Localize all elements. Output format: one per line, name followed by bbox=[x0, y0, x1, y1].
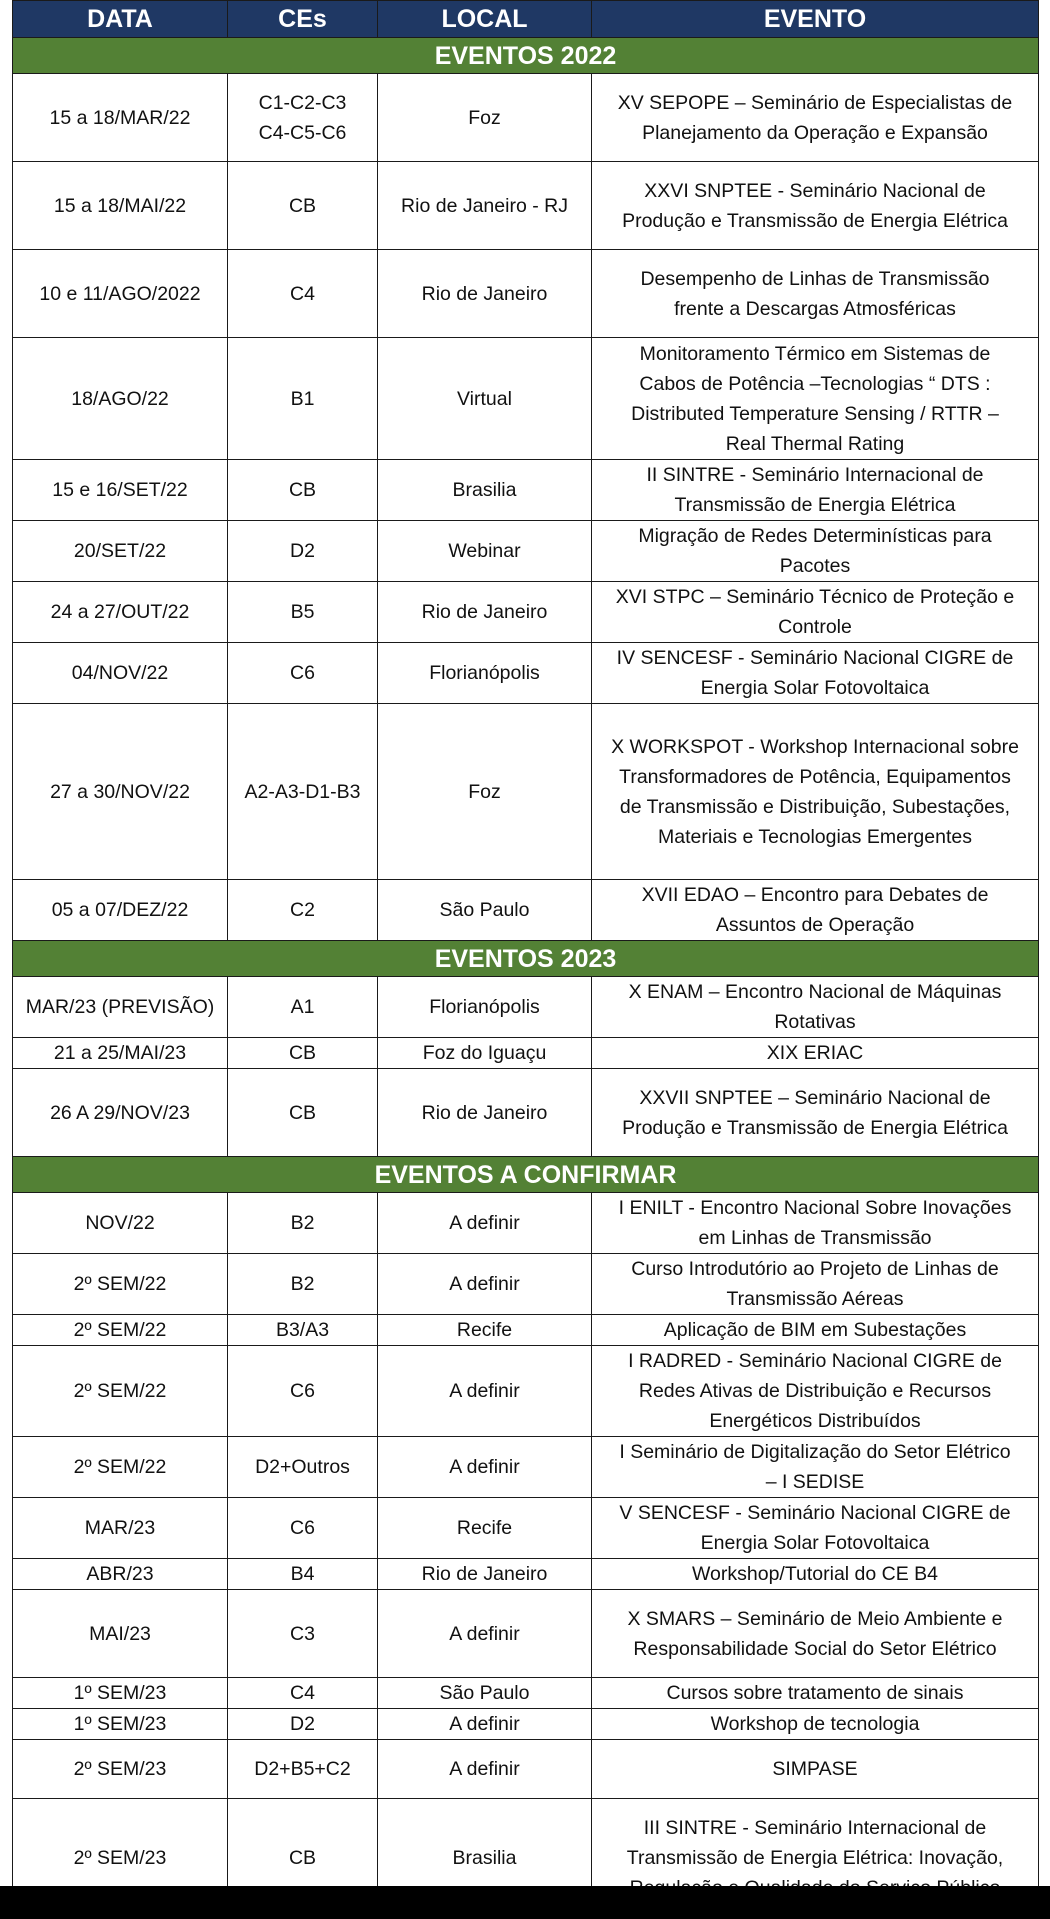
cell-evento: X ENAM – Encontro Nacional de Máquinas Rotativas bbox=[592, 977, 1039, 1038]
cell-local: Recife bbox=[378, 1498, 592, 1559]
table-row bbox=[13, 1678, 1039, 1709]
table-row bbox=[13, 250, 1039, 338]
table-row bbox=[13, 1069, 1039, 1157]
cell-local: Brasilia bbox=[378, 460, 592, 521]
table-row bbox=[13, 704, 1039, 880]
cell-local: Brasilia bbox=[378, 1799, 592, 1917]
cell-evento: XXVII SNPTEE – Seminário Nacional de Produção e Transmissão de Energia Elétrica bbox=[592, 1069, 1039, 1157]
section-title: EVENTOS A CONFIRMAR bbox=[13, 1157, 1039, 1193]
cell-evento: Monitoramento Térmico em Sistemas de Cabos de Potência –Tecnologias “ DTS : Distributed Temperature Sensing / RTTR – Real Thermal Rating bbox=[592, 338, 1039, 460]
table-row bbox=[13, 162, 1039, 250]
cell-ces: CB bbox=[228, 1069, 378, 1157]
cell-local: A definir bbox=[378, 1709, 592, 1740]
cell-data: 2º SEM/22 bbox=[13, 1346, 228, 1437]
cell-ces: D2 bbox=[228, 521, 378, 582]
cell-evento: SIMPASE bbox=[592, 1740, 1039, 1799]
cell-ces: A1 bbox=[228, 977, 378, 1038]
table-row bbox=[13, 521, 1039, 582]
cell-evento: V SENCESF - Seminário Nacional CIGRE de Energia Solar Fotovoltaica bbox=[592, 1498, 1039, 1559]
cell-ces: C2 bbox=[228, 880, 378, 941]
table-header bbox=[13, 1, 1039, 38]
bottom-black-bar bbox=[0, 1886, 1050, 1919]
cell-local: Rio de Janeiro bbox=[378, 250, 592, 338]
header-local: LOCAL bbox=[378, 1, 592, 38]
cell-data: 1º SEM/23 bbox=[13, 1709, 228, 1740]
cell-data: MAR/23 (PREVISÃO) bbox=[13, 977, 228, 1038]
cell-ces: C6 bbox=[228, 643, 378, 704]
cell-data: 2º SEM/22 bbox=[13, 1437, 228, 1498]
cell-evento: X WORKSPOT - Workshop Internacional sobre Transformadores de Potência, Equipamentos de Transmissão e Distribuição, Subestações, Materiais e Tecnologias Emergentes bbox=[592, 704, 1039, 880]
cell-local: A definir bbox=[378, 1437, 592, 1498]
cell-local: Webinar bbox=[378, 521, 592, 582]
cell-evento: Curso Introdutório ao Projeto de Linhas de Transmissão Aéreas bbox=[592, 1254, 1039, 1315]
cell-ces: C4 bbox=[228, 1678, 378, 1709]
cell-ces: C6 bbox=[228, 1498, 378, 1559]
table-row bbox=[13, 1437, 1039, 1498]
cell-data: 2º SEM/23 bbox=[13, 1799, 228, 1917]
table-row bbox=[13, 338, 1039, 460]
cell-evento: Aplicação de BIM em Subestações bbox=[592, 1315, 1039, 1346]
header-row bbox=[13, 1, 1039, 38]
table-row bbox=[13, 1346, 1039, 1437]
cell-data: 2º SEM/22 bbox=[13, 1254, 228, 1315]
cell-data: 15 a 18/MAR/22 bbox=[13, 74, 228, 162]
table-body bbox=[13, 38, 1039, 1917]
cell-ces: B1 bbox=[228, 338, 378, 460]
cell-evento: II SINTRE - Seminário Internacional de Transmissão de Energia Elétrica bbox=[592, 460, 1039, 521]
cell-data: 20/SET/22 bbox=[13, 521, 228, 582]
cell-evento: XIX ERIAC bbox=[592, 1038, 1039, 1069]
cell-ces: C4 bbox=[228, 250, 378, 338]
cell-local: Foz do Iguaçu bbox=[378, 1038, 592, 1069]
cell-data: 15 a 18/MAI/22 bbox=[13, 162, 228, 250]
cell-data: 2º SEM/22 bbox=[13, 1315, 228, 1346]
cell-data: 05 a 07/DEZ/22 bbox=[13, 880, 228, 941]
cell-local: A definir bbox=[378, 1254, 592, 1315]
cell-ces: CB bbox=[228, 1038, 378, 1069]
cell-data: 27 a 30/NOV/22 bbox=[13, 704, 228, 880]
table-row bbox=[13, 1559, 1039, 1590]
table-row bbox=[13, 1498, 1039, 1559]
cell-data: 21 a 25/MAI/23 bbox=[13, 1038, 228, 1069]
cell-data: 04/NOV/22 bbox=[13, 643, 228, 704]
cell-ces: CB bbox=[228, 1799, 378, 1917]
section-title: EVENTOS 2023 bbox=[13, 941, 1039, 977]
section-header-row bbox=[13, 1157, 1039, 1193]
cell-data: NOV/22 bbox=[13, 1193, 228, 1254]
table-row bbox=[13, 1590, 1039, 1678]
cell-evento: I ENILT - Encontro Nacional Sobre Inovações em Linhas de Transmissão bbox=[592, 1193, 1039, 1254]
cell-evento: IV SENCESF - Seminário Nacional CIGRE de Energia Solar Fotovoltaica bbox=[592, 643, 1039, 704]
cell-local: São Paulo bbox=[378, 880, 592, 941]
cell-evento: Workshop/Tutorial do CE B4 bbox=[592, 1559, 1039, 1590]
section-title: EVENTOS 2022 bbox=[13, 38, 1039, 74]
cell-evento: Cursos sobre tratamento de sinais bbox=[592, 1678, 1039, 1709]
cell-evento: XVI STPC – Seminário Técnico de Proteção e Controle bbox=[592, 582, 1039, 643]
cell-ces: CB bbox=[228, 460, 378, 521]
cell-local: Rio de Janeiro - RJ bbox=[378, 162, 592, 250]
cell-evento: Workshop de tecnologia bbox=[592, 1709, 1039, 1740]
cell-ces: C1-C2-C3 C4-C5-C6 bbox=[228, 74, 378, 162]
table-row bbox=[13, 1193, 1039, 1254]
cell-ces: B3/A3 bbox=[228, 1315, 378, 1346]
cell-evento: X SMARS – Seminário de Meio Ambiente e Responsabilidade Social do Setor Elétrico bbox=[592, 1590, 1039, 1678]
cell-ces: D2+Outros bbox=[228, 1437, 378, 1498]
cell-ces: D2+B5+C2 bbox=[228, 1740, 378, 1799]
cell-local: São Paulo bbox=[378, 1678, 592, 1709]
cell-evento: Desempenho de Linhas de Transmissão frente a Descargas Atmosféricas bbox=[592, 250, 1039, 338]
cell-local: Florianópolis bbox=[378, 643, 592, 704]
header-data: DATA bbox=[13, 1, 228, 38]
table-row bbox=[13, 1038, 1039, 1069]
cell-evento: I Seminário de Digitalização do Setor Elétrico – I SEDISE bbox=[592, 1437, 1039, 1498]
cell-data: 1º SEM/23 bbox=[13, 1678, 228, 1709]
table-row bbox=[13, 74, 1039, 162]
cell-data: 2º SEM/23 bbox=[13, 1740, 228, 1799]
cell-data: ABR/23 bbox=[13, 1559, 228, 1590]
cell-local: Rio de Janeiro bbox=[378, 582, 592, 643]
cell-ces: C6 bbox=[228, 1346, 378, 1437]
cell-ces: C3 bbox=[228, 1590, 378, 1678]
cell-ces: B2 bbox=[228, 1193, 378, 1254]
cell-data: MAR/23 bbox=[13, 1498, 228, 1559]
cell-ces: A2-A3-D1-B3 bbox=[228, 704, 378, 880]
cell-local: A definir bbox=[378, 1590, 592, 1678]
section-header-row bbox=[13, 38, 1039, 74]
cell-evento: XXVI SNPTEE - Seminário Nacional de Produção e Transmissão de Energia Elétrica bbox=[592, 162, 1039, 250]
events-table-sheet bbox=[12, 0, 1038, 1917]
cell-local: Recife bbox=[378, 1315, 592, 1346]
cell-local: Virtual bbox=[378, 338, 592, 460]
table-row bbox=[13, 582, 1039, 643]
table-row bbox=[13, 1709, 1039, 1740]
cell-data: 18/AGO/22 bbox=[13, 338, 228, 460]
table-row bbox=[13, 1254, 1039, 1315]
cell-ces: B4 bbox=[228, 1559, 378, 1590]
table-row bbox=[13, 977, 1039, 1038]
cell-local: Rio de Janeiro bbox=[378, 1559, 592, 1590]
table-row bbox=[13, 460, 1039, 521]
header-ces: CEs bbox=[228, 1, 378, 38]
cell-ces: D2 bbox=[228, 1709, 378, 1740]
events-table bbox=[12, 0, 1039, 1917]
cell-data: 24 a 27/OUT/22 bbox=[13, 582, 228, 643]
cell-ces: B5 bbox=[228, 582, 378, 643]
cell-data: 26 A 29/NOV/23 bbox=[13, 1069, 228, 1157]
cell-ces: B2 bbox=[228, 1254, 378, 1315]
cell-local: Florianópolis bbox=[378, 977, 592, 1038]
cell-data: MAI/23 bbox=[13, 1590, 228, 1678]
cell-local: Foz bbox=[378, 74, 592, 162]
table-row bbox=[13, 1315, 1039, 1346]
table-row bbox=[13, 643, 1039, 704]
header-evento: EVENTO bbox=[592, 1, 1039, 38]
cell-local: Foz bbox=[378, 704, 592, 880]
cell-local: Rio de Janeiro bbox=[378, 1069, 592, 1157]
cell-evento: III SINTRE - Seminário Internacional de Transmissão de Energia Elétrica: Inovação, bbox=[592, 1799, 1039, 1917]
cell-ces: CB bbox=[228, 162, 378, 250]
cell-evento: Migração de Redes Determinísticas para Pacotes bbox=[592, 521, 1039, 582]
cell-evento: XV SEPOPE – Seminário de Especialistas de Planejamento da Operação e Expansão bbox=[592, 74, 1039, 162]
cell-data: 10 e 11/AGO/2022 bbox=[13, 250, 228, 338]
section-header-row bbox=[13, 941, 1039, 977]
cell-evento: I RADRED - Seminário Nacional CIGRE de Redes Ativas de Distribuição e Recursos Energéticos Distribuídos bbox=[592, 1346, 1039, 1437]
table-row bbox=[13, 1740, 1039, 1799]
cell-evento: XVII EDAO – Encontro para Debates de Assuntos de Operação bbox=[592, 880, 1039, 941]
table-row bbox=[13, 880, 1039, 941]
cell-local: A definir bbox=[378, 1740, 592, 1799]
cell-data: 15 e 16/SET/22 bbox=[13, 460, 228, 521]
cell-local: A definir bbox=[378, 1193, 592, 1254]
cell-local: A definir bbox=[378, 1346, 592, 1437]
